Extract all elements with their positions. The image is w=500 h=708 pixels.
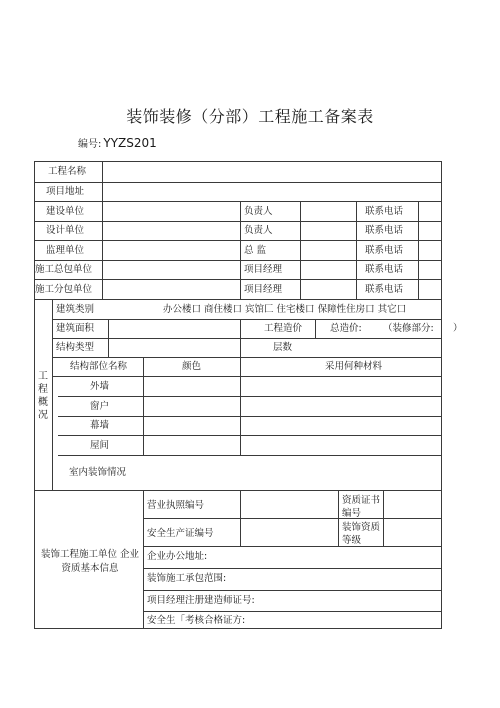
overview-char-2: 程 <box>38 384 48 395</box>
label-interior: 室内装饰情况 <box>69 467 127 478</box>
label-chief-supervisor: 总 监 <box>244 245 267 256</box>
label-building-type: 建筑类别 <box>56 304 95 315</box>
label-window: 窗户 <box>90 401 110 412</box>
label-structure-type: 结构类型 <box>56 342 95 353</box>
label-construction-unit: 建设单位 <box>46 206 85 217</box>
page-title: 装饰装修（分部）工程施工备案表 <box>126 107 374 126</box>
label-contact-phone-5: 联系电话 <box>365 284 404 295</box>
label-floors: 层数 <box>273 342 293 353</box>
label-contact-phone-2: 联系电话 <box>365 225 404 236</box>
label-qualification-info: 装饰工程施工单位 企业资质基本信息 <box>40 549 140 574</box>
label-project-manager-2: 项目经理 <box>244 284 283 295</box>
building-type-options: 办公楼口 商住楼口 宾馆匚 住宅楼口 保障性住房口 其它口 <box>163 304 407 315</box>
label-decoration-close: ） <box>453 323 463 334</box>
label-contact-phone-4: 联系电话 <box>365 264 404 275</box>
label-exterior-wall: 外墙 <box>90 381 110 392</box>
label-contact-phone-1: 联系电话 <box>365 206 404 217</box>
label-project-cost: 工程造价 <box>264 323 303 334</box>
label-office-address: 企业办公地址: <box>147 551 208 562</box>
label-roof: 屋间 <box>90 440 110 451</box>
label-project-name: 工程名称 <box>48 166 87 177</box>
label-building-area: 建筑面积 <box>56 323 95 334</box>
label-qualification-cert: 资质证书编号 <box>342 495 381 519</box>
label-color: 颜色 <box>182 361 202 372</box>
form-code-label: 编号: <box>78 139 102 150</box>
label-decoration-grade: 装饰资质等级 <box>342 522 381 546</box>
overview-char-4: 况 <box>38 410 48 421</box>
label-project-manager-1: 项目经理 <box>244 264 283 275</box>
label-pm-cert: 项目经理注册建造师证号: <box>147 595 255 606</box>
label-contact-phone-3: 联系电话 <box>365 245 404 256</box>
label-structure-part-name: 结构部位名称 <box>70 361 128 372</box>
label-project-address: 项目地址 <box>46 186 85 197</box>
overview-char-1: 工 <box>38 371 48 382</box>
label-supervision-unit: 监理单位 <box>46 245 85 256</box>
label-decoration-part: （装修部分: <box>383 323 434 334</box>
label-safety-license: 安全生产证编号 <box>147 528 214 539</box>
form-code <box>78 135 157 150</box>
overview-vertical-label <box>37 370 49 422</box>
label-total-cost: 总造价: <box>330 323 362 334</box>
label-person-in-charge-2: 负责人 <box>244 225 273 236</box>
label-design-unit: 设计单位 <box>46 225 85 236</box>
overview-char-3: 概 <box>38 397 48 408</box>
label-business-license: 营业执照编号 <box>147 500 205 511</box>
label-curtain-wall: 幕墙 <box>90 420 110 431</box>
label-sub-contractor: 施工分包单位 <box>35 284 93 295</box>
label-material: 采用何种材料 <box>325 361 383 372</box>
form-code-value: YYZS201 <box>103 136 157 150</box>
label-general-contractor: 施工总包单位 <box>35 264 93 275</box>
label-safety-officer: 安全生「考核合格证方: <box>147 615 246 626</box>
label-contract-scope: 装饰施工承包范围: <box>147 573 227 584</box>
label-person-in-charge-1: 负责人 <box>244 206 273 217</box>
